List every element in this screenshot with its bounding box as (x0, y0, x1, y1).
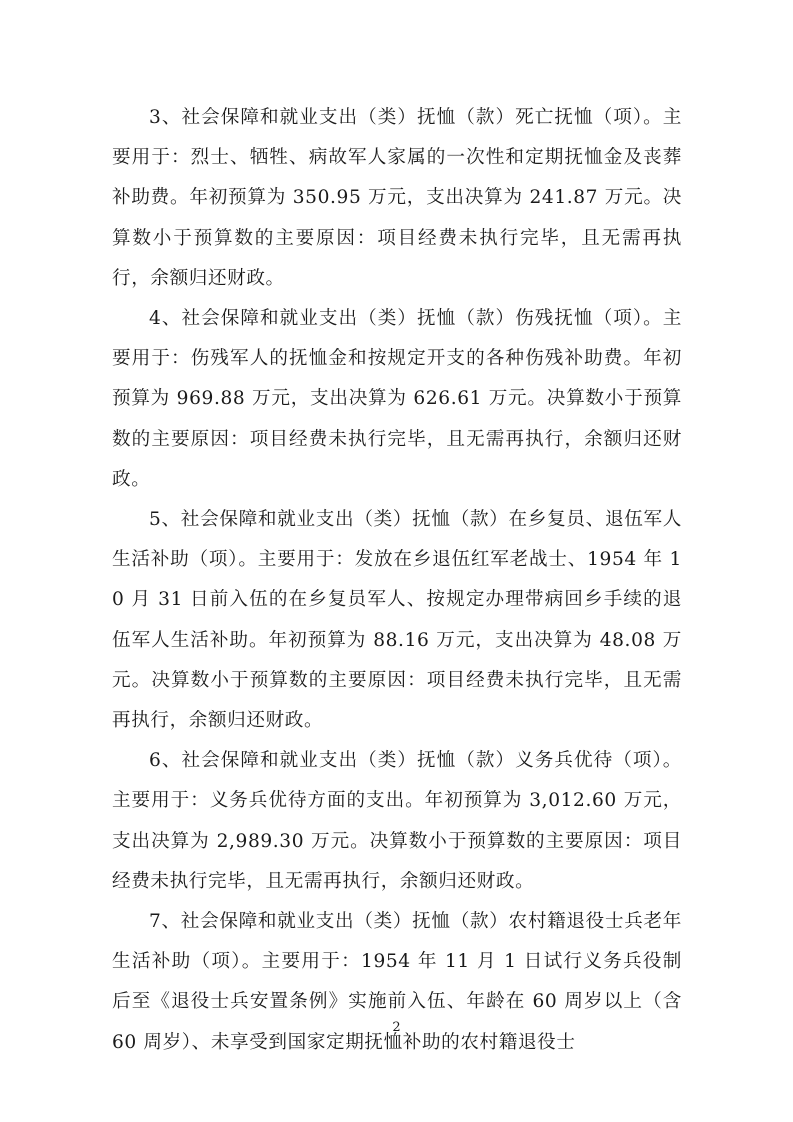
document-body (112, 98, 682, 1063)
paragraph-conscript-preferential-treatment: 6、社会保障和就业支出（类）抚恤（款）义务兵优待（项）。主要用于：义务兵优待方面的支出。年初预算为 3,012.60 万元，支出决算为 2,989.30 万元。决算数小于预算数的主要原因：项目经费未执行完毕，且无需再执行，余额归还财政。 (112, 750, 682, 892)
paragraph-disability-pension: 4、社会保障和就业支出（类）抚恤（款）伤残抚恤（项）。主要用于：伤残军人的抚恤金和按规定开支的各种伤残补助费。年初预算为 969.88 万元，支出决算为 626.61 万元。决算数小于预算数的主要原因：项目经费未执行完毕，且无需再执行，余额归还财政。 (112, 308, 682, 490)
paragraph-veteran-living-subsidy: 5、社会保障和就业支出（类）抚恤（款）在乡复员、退伍军人生活补助（项）。主要用于：发放在乡退伍红军老战士、1954 年 10 月 31 日前入伍的在乡复员军人、按规定办理带病回乡手续的退伍军人生活补助。年初预算为 88.16 万元，支出决算为 48.08 万元。决算数小于预算数的主要原因：项目经费未执行完毕，且无需再执行，余额归还财政。 (112, 509, 682, 732)
page-number: 2 (392, 1020, 401, 1035)
paragraph-death-pension: 3、社会保障和就业支出（类）抚恤（款）死亡抚恤（项）。主要用于：烈士、牺牲、病故军人家属的一次性和定期抚恤金及丧葬补助费。年初预算为 350.95 万元，支出决算为 241.87 万元。决算数小于预算数的主要原因：项目经费未执行完毕，且无需再执行，余额归还财政。 (112, 107, 682, 289)
paragraph-rural-veteran-elderly-subsidy: 7、社会保障和就业支出（类）抚恤（款）农村籍退役士兵老年生活补助（项）。主要用于：1954 年 11 月 1 日试行义务兵役制后至《退役士兵安置条例》实施前入伍、年龄在 60 周岁以上（含 60 周岁）、未享受到国家定期抚恤补助的农村籍退役士 (112, 911, 682, 1053)
